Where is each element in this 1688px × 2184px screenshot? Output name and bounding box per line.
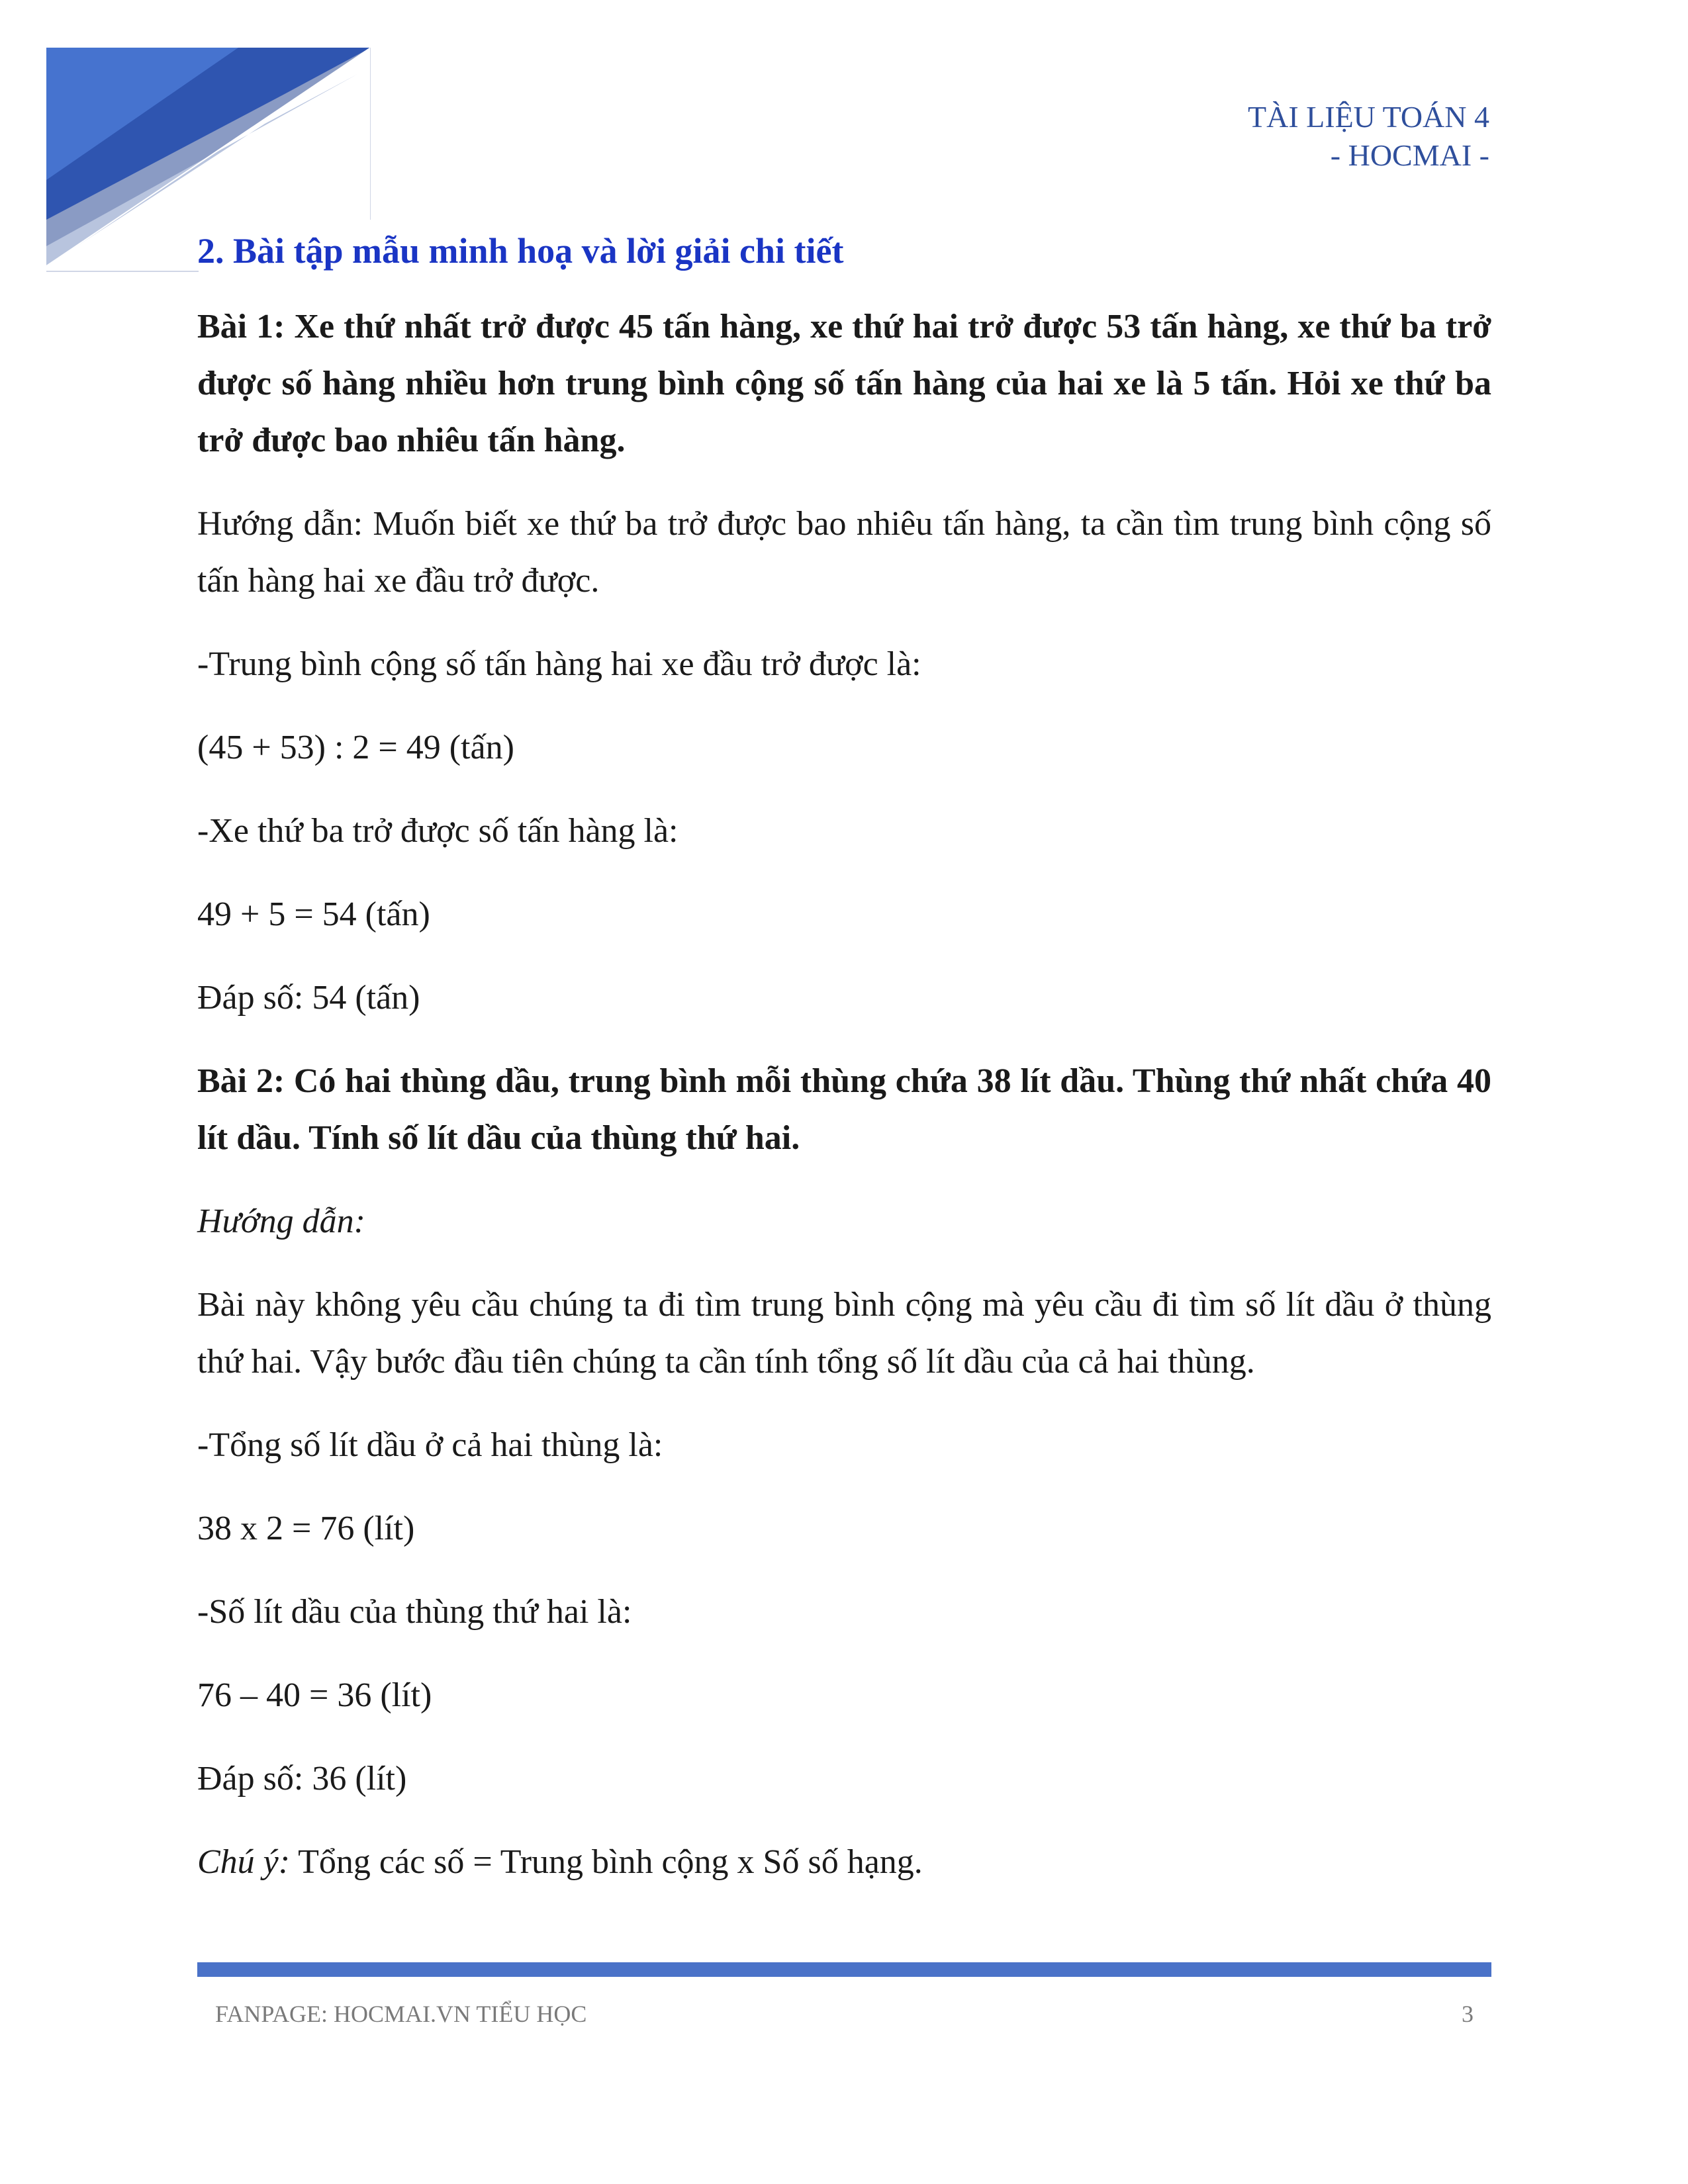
bai1-problem: Bài 1: Xe thứ nhất trở được 45 tấn hàng, xe thứ hai trở được 53 tấn hàng, xe thứ ba trở được số hàng nhiều hơn trung bình cộng số tấn hàng của hai xe là 5 tấn. Hỏi xe thứ ba trở được bao nhiêu tấn hàng. xyxy=(197,308,1491,459)
bai2-answer: Đáp số: 36 (lít) xyxy=(197,1760,407,1797)
bai2-problem: Bài 2: Có hai thùng dầu, trung bình mỗi thùng chứa 38 lít dầu. Thùng thứ nhất chứa 40 lít dầu. Tính số lít dầu của thùng thứ hai. xyxy=(197,1062,1491,1157)
document-header xyxy=(1248,98,1489,175)
header-brand: - HOCMAI - xyxy=(1330,138,1489,172)
main-content xyxy=(197,228,1491,1917)
bai2-guide-heading: Hướng dẫn: xyxy=(197,1203,365,1240)
footer-fanpage: FANPAGE: HOCMAI.VN TIỂU HỌC xyxy=(215,2001,587,2027)
header-title: TÀI LIỆU TOÁN 4 xyxy=(1248,100,1489,134)
bai2-guide: Bài này không yêu cầu chúng ta đi tìm trung bình cộng mà yêu cầu đi tìm số lít dầu ở thùng thứ hai. Vậy bước đầu tiên chúng ta cần tính tổng số lít dầu của cả hai thùng. xyxy=(197,1286,1491,1381)
bai1-guide: Hướng dẫn: Muốn biết xe thứ ba trở được bao nhiêu tấn hàng, ta cần tìm trung bình cộng số tấn hàng hai xe đầu trở được. xyxy=(197,505,1491,600)
bai2-step2-calc: 76 – 40 = 36 (lít) xyxy=(197,1676,432,1714)
bai2-step1-label: -Tổng số lít dầu ở cả hai thùng là: xyxy=(197,1426,663,1464)
bai1-step2-label: -Xe thứ ba trở được số tấn hàng là: xyxy=(197,812,679,850)
bai1-step1-calc: (45 + 53) : 2 = 49 (tấn) xyxy=(197,729,514,766)
bai2-step2-label: -Số lít dầu của thùng thứ hai là: xyxy=(197,1593,632,1631)
bai2-note xyxy=(197,1834,1491,1891)
footer-divider xyxy=(197,1962,1491,1977)
note-text: Tổng các số = Trung bình cộng x Số số hạng. xyxy=(290,1843,923,1881)
page-number: 3 xyxy=(1462,2001,1474,2027)
bai1-step1-label: -Trung bình cộng số tấn hàng hai xe đầu trở được là: xyxy=(197,645,921,683)
bai2-step1-calc: 38 x 2 = 76 (lít) xyxy=(197,1510,415,1547)
bai1-answer: Đáp số: 54 (tấn) xyxy=(197,979,420,1017)
note-label: Chú ý: xyxy=(197,1843,291,1881)
section-title: 2. Bài tập mẫu minh hoạ và lời giải chi tiết xyxy=(197,231,844,271)
bai1-step2-calc: 49 + 5 = 54 (tấn) xyxy=(197,895,430,933)
